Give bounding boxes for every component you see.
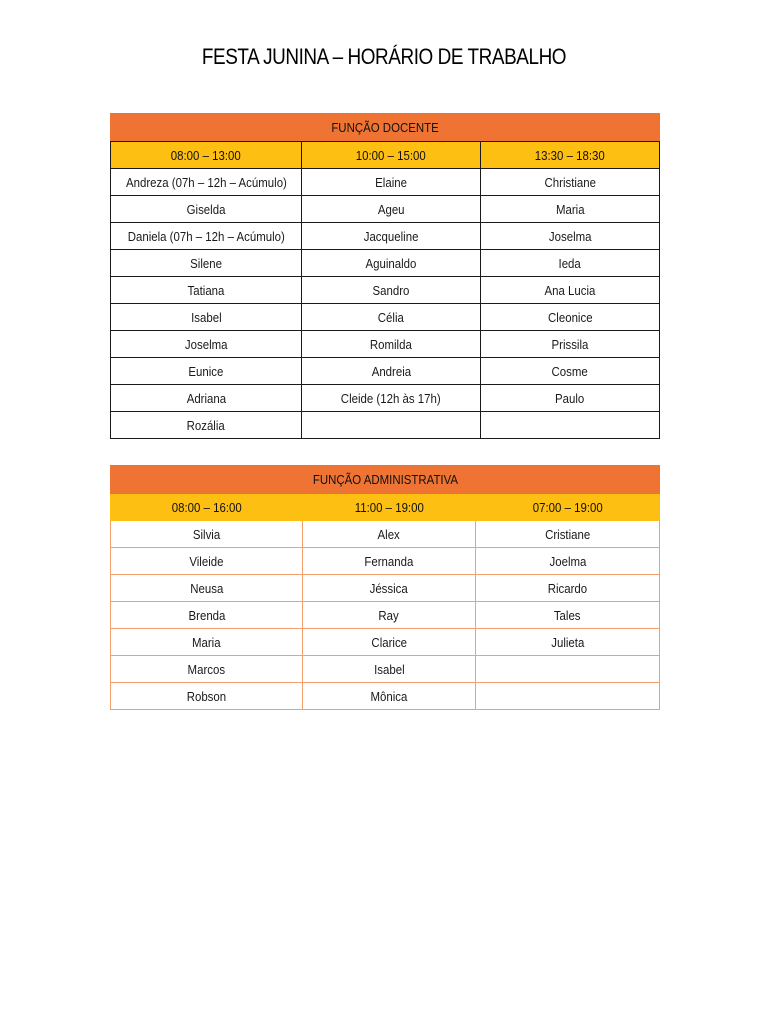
table-cell: Paulo	[481, 385, 660, 412]
table-cell: Fernanda	[303, 548, 476, 575]
table-cell: Silvia	[111, 521, 303, 548]
table-cell: Cristiane	[476, 521, 660, 548]
table-cell: Prissila	[481, 331, 660, 358]
table-cell: Ana Lucia	[481, 277, 660, 304]
table-row	[111, 277, 660, 304]
table-cell: Cosme	[481, 358, 660, 385]
table-cell: Romilda	[302, 331, 481, 358]
table-row	[111, 602, 660, 629]
docente-column-header: 08:00 – 13:00	[111, 142, 302, 169]
table-cell: Ray	[303, 602, 476, 629]
table-row	[111, 521, 660, 548]
table-row	[111, 548, 660, 575]
table-cell: Daniela (07h – 12h – Acúmulo)	[111, 223, 302, 250]
table-cell: Julieta	[476, 629, 660, 656]
table-cell: Aguinaldo	[302, 250, 481, 277]
table-row	[111, 575, 660, 602]
administrativa-heading: FUNÇÃO ADMINISTRATIVA	[111, 466, 660, 494]
table-cell: Silene	[111, 250, 302, 277]
table-cell	[481, 412, 660, 439]
table-cell: Clarice	[303, 629, 476, 656]
page-title: FESTA JUNINA – HORÁRIO DE TRABALHO	[201, 44, 567, 69]
table-cell: Tatiana	[111, 277, 302, 304]
table-cell: Christiane	[481, 169, 660, 196]
table-cell: Célia	[302, 304, 481, 331]
table-cell: Tales	[476, 602, 660, 629]
table-cell: Isabel	[111, 304, 302, 331]
table-cell: Maria	[481, 196, 660, 223]
administrativa-column-header: 07:00 – 19:00	[476, 494, 660, 521]
table-row	[111, 385, 660, 412]
docente-column-header: 13:30 – 18:30	[481, 142, 660, 169]
table-row	[111, 196, 660, 223]
table-cell: Robson	[111, 683, 303, 710]
docente-heading: FUNÇÃO DOCENTE	[111, 114, 660, 142]
table-cell: Andreza (07h – 12h – Acúmulo)	[111, 169, 302, 196]
table-cell: Jacqueline	[302, 223, 481, 250]
table-cell	[302, 412, 481, 439]
table-cell: Sandro	[302, 277, 481, 304]
table-cell: Marcos	[111, 656, 303, 683]
table-cell: Isabel	[303, 656, 476, 683]
table-cell: Joselma	[481, 223, 660, 250]
table-cell: Joelma	[476, 548, 660, 575]
table-row	[111, 683, 660, 710]
table-cell: Maria	[111, 629, 303, 656]
table-row	[111, 304, 660, 331]
docente-schedule-table	[110, 113, 660, 439]
table-cell: Neusa	[111, 575, 303, 602]
table-cell: Alex	[303, 521, 476, 548]
table-cell: Ricardo	[476, 575, 660, 602]
table-row	[111, 169, 660, 196]
table-cell: Adriana	[111, 385, 302, 412]
table-row	[111, 629, 660, 656]
table-cell: Mônica	[303, 683, 476, 710]
administrativa-column-header: 08:00 – 16:00	[111, 494, 303, 521]
table-cell: Cleide (12h às 17h)	[302, 385, 481, 412]
table-row	[111, 223, 660, 250]
table-cell: Eunice	[111, 358, 302, 385]
table-row	[111, 331, 660, 358]
table-cell: Brenda	[111, 602, 303, 629]
table-cell: Giselda	[111, 196, 302, 223]
administrativa-schedule-table	[110, 465, 660, 710]
table-cell: Ageu	[302, 196, 481, 223]
table-row	[111, 358, 660, 385]
docente-column-header: 10:00 – 15:00	[302, 142, 481, 169]
table-row	[111, 250, 660, 277]
table-cell: Joselma	[111, 331, 302, 358]
table-row	[111, 656, 660, 683]
table-cell	[476, 656, 660, 683]
table-cell: Rozália	[111, 412, 302, 439]
table-cell	[476, 683, 660, 710]
table-cell: Jéssica	[303, 575, 476, 602]
table-cell: Ieda	[481, 250, 660, 277]
table-cell: Elaine	[302, 169, 481, 196]
table-cell: Cleonice	[481, 304, 660, 331]
table-row	[111, 412, 660, 439]
table-cell: Andreia	[302, 358, 481, 385]
table-cell: Vileide	[111, 548, 303, 575]
administrativa-column-header: 11:00 – 19:00	[303, 494, 476, 521]
